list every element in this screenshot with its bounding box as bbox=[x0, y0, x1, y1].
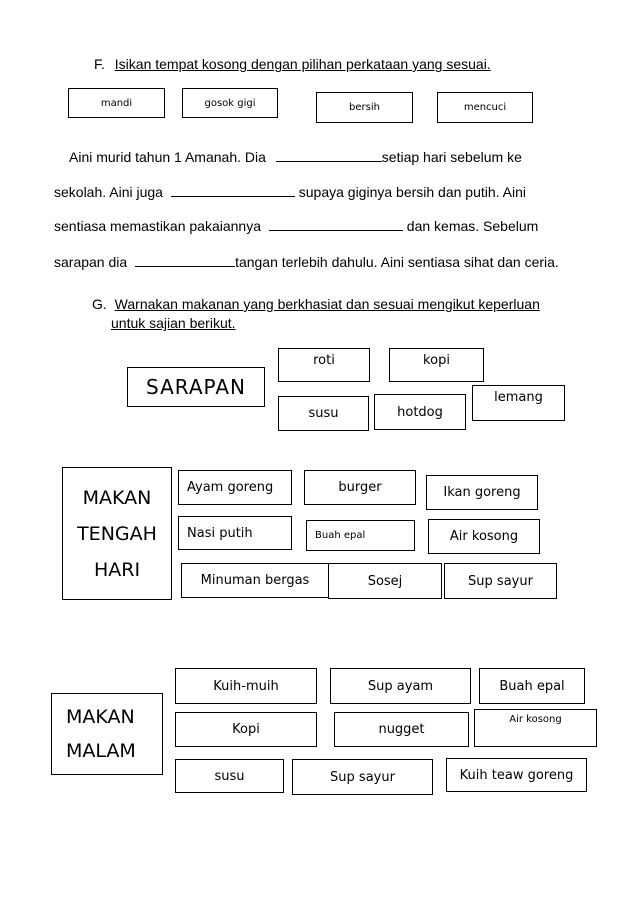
food-item-box[interactable] bbox=[304, 470, 416, 505]
section-g-instruction-2: untuk sajian berikut. bbox=[111, 315, 236, 331]
option-word-box bbox=[437, 92, 533, 123]
food-item-box[interactable] bbox=[389, 348, 484, 382]
food-item-box[interactable] bbox=[428, 519, 540, 554]
meal-title-line: MAKAN bbox=[66, 706, 135, 728]
food-item-box[interactable] bbox=[330, 668, 471, 704]
answer-blank[interactable] bbox=[135, 253, 235, 267]
food-item-box[interactable] bbox=[328, 563, 442, 599]
makan-tengah-hari-title-box bbox=[62, 467, 172, 600]
line-text: sentiasa memastikan pakaiannya bbox=[54, 218, 262, 234]
food-item: Sosej bbox=[367, 573, 403, 589]
food-item: Ikan goreng bbox=[443, 485, 521, 500]
food-item-box[interactable] bbox=[479, 668, 585, 704]
food-item: susu bbox=[214, 768, 245, 784]
line-text: dan kemas. Sebelum bbox=[406, 218, 539, 234]
food-item-box[interactable] bbox=[181, 563, 329, 598]
food-item-box[interactable] bbox=[334, 712, 469, 747]
section-g-heading bbox=[92, 295, 540, 314]
food-item-box[interactable] bbox=[175, 759, 284, 793]
food-item: Air kosong bbox=[449, 529, 519, 544]
answer-blank[interactable] bbox=[269, 217, 403, 231]
makan-malam-title-box bbox=[51, 693, 163, 775]
food-item: Kuih teaw goreng bbox=[459, 767, 574, 783]
option-word-box bbox=[182, 88, 278, 118]
food-item-box[interactable] bbox=[178, 516, 292, 550]
fill-line-4 bbox=[54, 253, 559, 269]
food-item: Sup sayur bbox=[468, 573, 533, 589]
food-item-box[interactable] bbox=[444, 563, 557, 599]
food-item: burger bbox=[338, 480, 382, 495]
line-text: sarapan dia bbox=[54, 254, 128, 270]
food-item: Sup ayam bbox=[367, 678, 434, 694]
meal-title-line: TENGAH bbox=[77, 522, 157, 545]
food-item: hotdog bbox=[397, 404, 443, 420]
line-text: supaya giginya bersih dan putih. Aini bbox=[298, 184, 527, 200]
food-item: Buah epal bbox=[499, 678, 565, 694]
food-item-box[interactable] bbox=[306, 520, 415, 551]
food-item: Nasi putih bbox=[187, 525, 253, 541]
food-item: lemang bbox=[494, 390, 543, 405]
food-item-box[interactable] bbox=[426, 475, 538, 510]
option-word: mencuci bbox=[463, 102, 507, 113]
meal-title-line: MALAM bbox=[66, 740, 136, 762]
section-g-instruction-1: Warnakan makanan yang berkhasiat dan sesuai mengikut keperluan bbox=[114, 296, 540, 312]
food-item: Air kosong bbox=[509, 714, 562, 725]
option-word-box bbox=[316, 92, 413, 123]
food-item-box[interactable] bbox=[472, 385, 565, 421]
section-f-heading bbox=[94, 56, 491, 72]
answer-blank[interactable] bbox=[171, 183, 295, 197]
food-item: Buah epal bbox=[315, 530, 366, 541]
food-item-box[interactable] bbox=[178, 470, 292, 505]
fill-line-1 bbox=[69, 148, 522, 164]
answer-blank[interactable] bbox=[276, 148, 382, 162]
option-word: bersih bbox=[349, 102, 380, 113]
food-item: Kuih-muih bbox=[213, 678, 279, 694]
food-item: kopi bbox=[423, 353, 450, 368]
food-item: susu bbox=[308, 406, 339, 421]
line-text: setiap hari sebelum ke bbox=[381, 149, 522, 165]
section-g-heading-2 bbox=[111, 315, 236, 331]
food-item: nugget bbox=[378, 722, 425, 737]
meal-title-line: HARI bbox=[93, 558, 141, 581]
line-text: tangan terlebih dahulu. Aini sentiasa sihat dan ceria. bbox=[235, 254, 559, 270]
food-item-box[interactable] bbox=[175, 712, 317, 747]
section-f-letter: F. bbox=[94, 56, 105, 72]
food-item: Sup sayur bbox=[330, 769, 395, 785]
food-item-box[interactable] bbox=[292, 759, 433, 795]
section-f-instruction: Isikan tempat kosong dengan pilihan perkataan yang sesuai. bbox=[114, 56, 491, 72]
food-item: Ayam goreng bbox=[187, 480, 274, 495]
line-text: Aini murid tahun 1 Amanah. Dia bbox=[69, 149, 266, 165]
option-word-box bbox=[68, 88, 165, 118]
meal-title: SARAPAN bbox=[146, 375, 246, 399]
food-item-box[interactable] bbox=[474, 709, 597, 747]
food-item-box[interactable] bbox=[278, 348, 370, 382]
section-g-letter: G. bbox=[92, 296, 107, 312]
line-text: sekolah. Aini juga bbox=[54, 184, 163, 200]
food-item-box[interactable] bbox=[446, 758, 587, 792]
food-item: Minuman bergas bbox=[200, 573, 310, 588]
fill-line-2 bbox=[54, 183, 526, 199]
food-item: roti bbox=[313, 353, 335, 368]
option-word: gosok gigi bbox=[204, 97, 256, 109]
sarapan-title-box bbox=[127, 367, 265, 407]
fill-line-3 bbox=[54, 217, 538, 233]
option-word: mandi bbox=[100, 97, 133, 109]
food-item-box[interactable] bbox=[278, 396, 369, 431]
food-item-box[interactable] bbox=[175, 668, 317, 704]
meal-title-line: MAKAN bbox=[82, 486, 152, 509]
food-item: Kopi bbox=[232, 722, 260, 737]
food-item-box[interactable] bbox=[374, 394, 466, 430]
